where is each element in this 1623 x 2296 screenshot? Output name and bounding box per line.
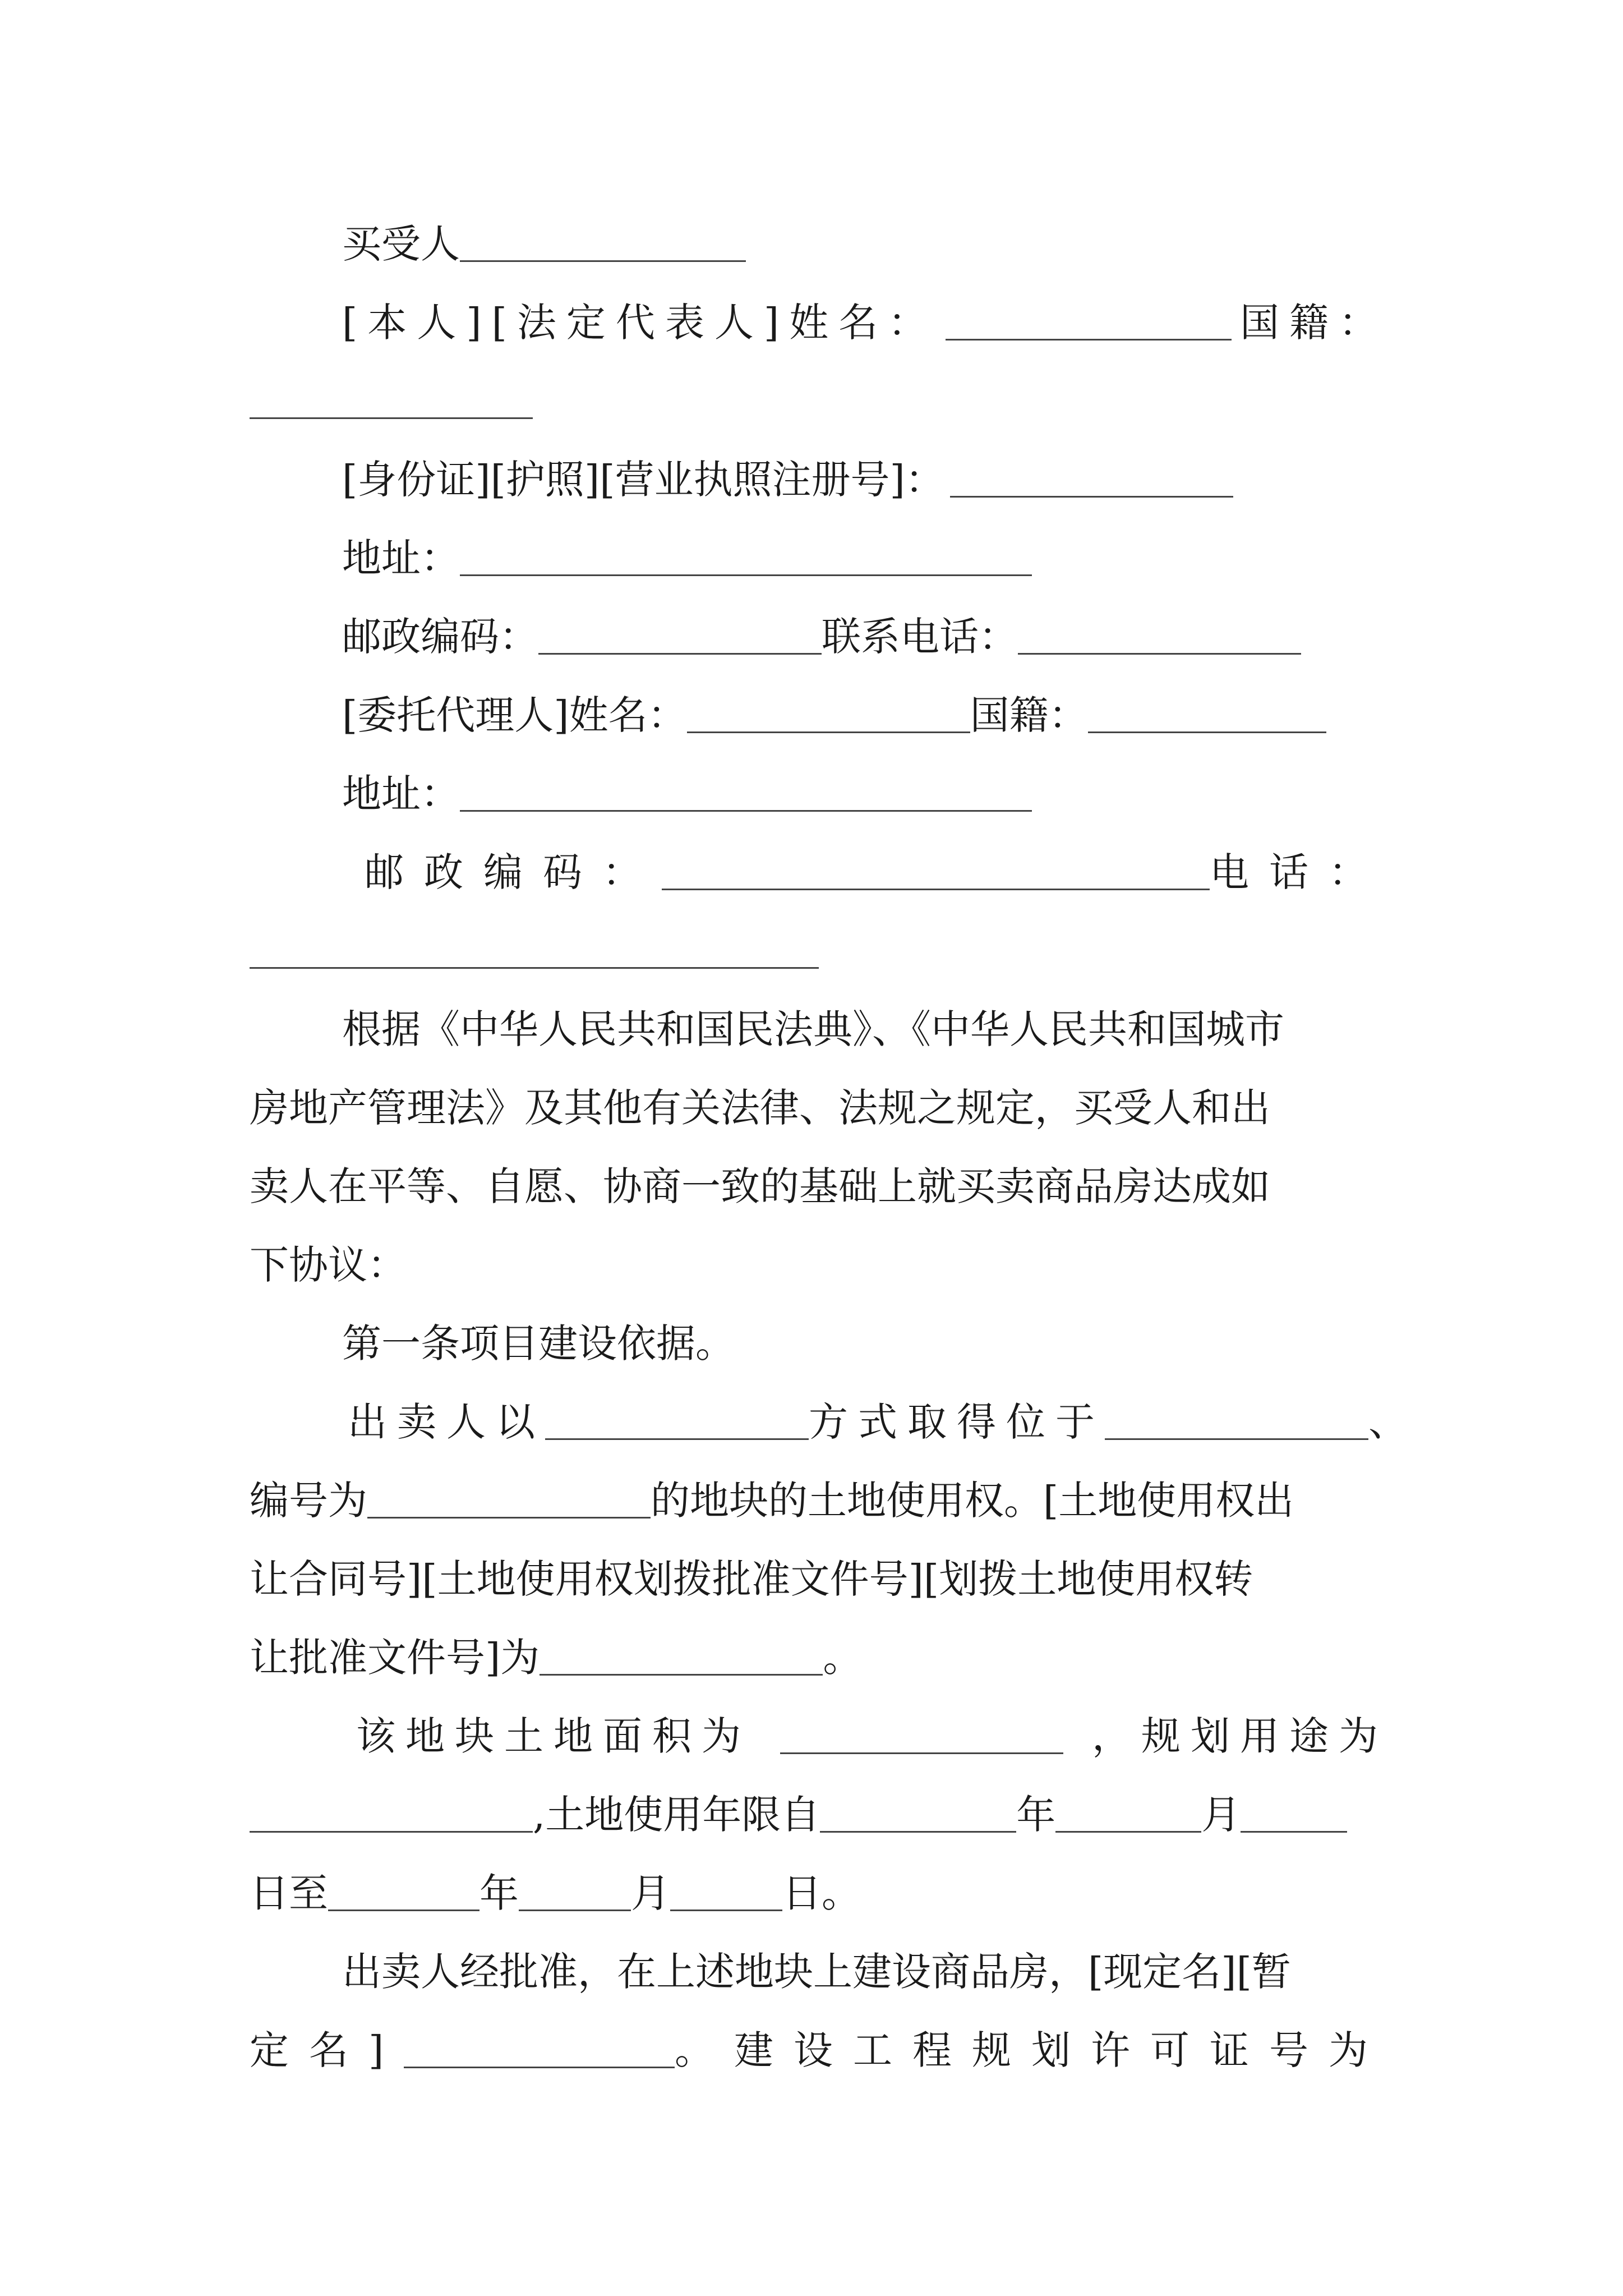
- article1-p2-line-3: [250, 1855, 1388, 1932]
- p1-blank-number: [367, 1478, 651, 1519]
- p3-text-b: 定名]: [250, 2027, 404, 2073]
- p2-text-month2: 月: [631, 1870, 670, 1916]
- buyer-address-line: [250, 519, 1388, 597]
- agent-postcode-label: 邮政编码：: [365, 849, 662, 895]
- p2-text-day2: 日。: [782, 1870, 861, 1916]
- p2-text-b: ，规划用途为: [1092, 1713, 1388, 1759]
- preamble-line-3: [250, 1148, 1388, 1225]
- article1-p1-line-1: [250, 1383, 1408, 1461]
- p1-text-g: 让批准文件号]为: [250, 1635, 540, 1681]
- agent-address-label: 地址：: [342, 771, 460, 817]
- agent-name-line: [250, 677, 1388, 754]
- buyer-title: 买受人: [342, 221, 460, 267]
- agent-nationality-blank: [1088, 692, 1326, 733]
- p1-text-e: 的地块的土地使用权。[土地使用权出: [651, 1478, 1294, 1524]
- preamble-text-1: 根据《中华人民共和国民法典》、《中华人民共和国城市: [342, 1006, 1284, 1052]
- p1-text-b: 方式取得位于: [809, 1399, 1105, 1445]
- p1-text-c: 、: [1368, 1399, 1408, 1445]
- preamble-text-4: 下协议：: [250, 1242, 407, 1288]
- preamble-line-1: [250, 991, 1388, 1068]
- article1-heading-line: [250, 1305, 1388, 1382]
- p2-text-year2: 年: [479, 1870, 519, 1916]
- p2-blank-start-day: [1241, 1792, 1347, 1833]
- preamble-text-2: 房地产管理法》及其他有关法律、法规之规定，买受人和出: [250, 1085, 1270, 1131]
- agent-phone-blank: [250, 928, 819, 969]
- buyer-blank: [460, 221, 746, 262]
- p2-blank-end-month: [519, 1870, 631, 1911]
- article1-p2-line-2: [250, 1776, 1388, 1853]
- agent-address-blank: [460, 771, 1032, 812]
- buyer-nationality-line: [250, 362, 1388, 440]
- p2-blank-start-year: [820, 1792, 1016, 1833]
- buyer-name-label: [本人][法定代表人]姓名：: [342, 300, 938, 346]
- p1-text-d: 编号为: [250, 1478, 367, 1524]
- p2-text-a: 该地块土地面积为: [356, 1713, 751, 1759]
- buyer-id-label: [身份证][护照][营业执照注册号]：: [342, 457, 944, 503]
- p1-blank-location: [1105, 1399, 1368, 1440]
- agent-phone-line: [250, 912, 1388, 990]
- buyer-phone-blank: [1018, 614, 1301, 655]
- buyer-id-blank: [950, 457, 1233, 498]
- p2-text-year: 年: [1016, 1792, 1056, 1838]
- preamble-text-3: 卖人在平等、自愿、协商一致的基础上就买卖商品房达成如: [250, 1163, 1270, 1209]
- buyer-nationality-blank: [250, 378, 533, 419]
- p3-text-a: 出卖人经批准，在上述地块上建设商品房，[现定名][暂: [342, 1949, 1291, 1995]
- p2-blank-usage: [250, 1792, 533, 1833]
- agent-phone-label: 电话：: [1210, 849, 1388, 895]
- preamble-line-2: [250, 1069, 1388, 1147]
- agent-address-line: [250, 755, 1388, 832]
- article1-heading: 第一条项目建设依据。: [342, 1320, 735, 1366]
- p2-blank-area: [780, 1713, 1063, 1754]
- buyer-address-label: 地址：: [342, 535, 460, 581]
- buyer-name-blank: [946, 300, 1232, 341]
- preamble-line-4: [250, 1226, 1388, 1304]
- p2-blank-start-month: [1055, 1792, 1201, 1833]
- agent-nationality-label: 国籍：: [970, 692, 1088, 738]
- buyer-title-line: [250, 205, 1388, 283]
- p1-text-f: 让合同号][土地使用权划拨批准文件号][划拨土地使用权转: [250, 1556, 1253, 1602]
- p1-text-h: 。: [823, 1635, 863, 1681]
- p2-blank-end-year: [328, 1870, 479, 1911]
- buyer-address-blank: [460, 535, 1032, 576]
- buyer-id-line: [250, 441, 1388, 518]
- buyer-nationality-label: 国籍：: [1240, 300, 1388, 346]
- p2-text-month: 月: [1201, 1792, 1241, 1838]
- p1-text-a: 出卖人以: [348, 1399, 545, 1445]
- article1-p1-line-4: [250, 1619, 1388, 1696]
- article1-p3-line-2: [250, 2012, 1388, 2089]
- agent-name-label: [委托代理人]姓名：: [342, 692, 687, 738]
- article1-p2-line-1: [250, 1697, 1388, 1775]
- article1-p1-line-3: [250, 1540, 1388, 1618]
- article1-p3-line-1: [250, 1933, 1388, 2010]
- agent-name-blank: [687, 692, 970, 733]
- article1-p1-line-2: [250, 1462, 1388, 1539]
- buyer-postcode-label: 邮政编码：: [342, 614, 538, 660]
- agent-postcode-blank: [662, 849, 1210, 890]
- p3-blank-name: [404, 2027, 675, 2068]
- p2-text-d: 日至: [250, 1870, 328, 1916]
- p2-blank-end-day: [670, 1870, 782, 1911]
- buyer-postcode-blank: [538, 614, 822, 655]
- buyer-phone-label: 联系电话：: [822, 614, 1018, 660]
- p1-blank-doc-number: [540, 1635, 823, 1676]
- p3-text-c: 。建设工程规划许可证号为: [675, 2027, 1388, 2073]
- p2-text-c: ,土地使用年限自: [533, 1792, 820, 1838]
- buyer-postcode-line: [250, 598, 1388, 675]
- buyer-name-line: [250, 284, 1388, 361]
- agent-postcode-line: [250, 834, 1388, 911]
- p1-blank-method: [545, 1399, 809, 1440]
